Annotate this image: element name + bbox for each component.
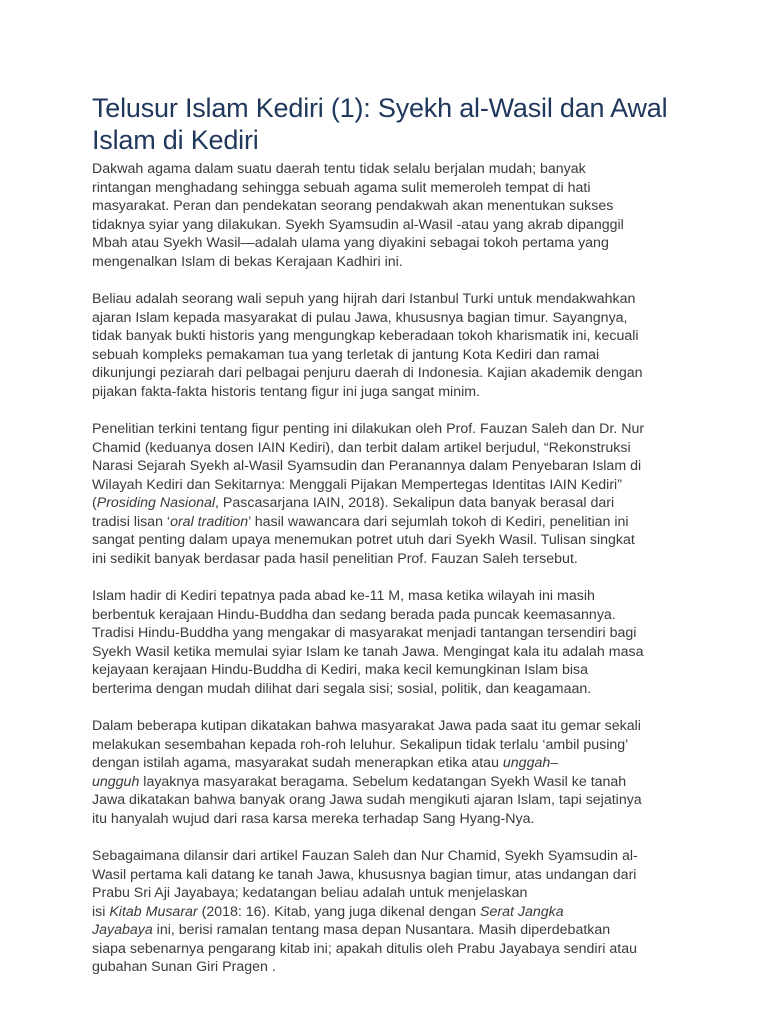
italic-text: unggah– <box>502 755 559 771</box>
text-run: Chamid (keduanya dosen IAIN Kediri), dan terbit dalam artikel berjudul, “Rekonstruksi <box>92 439 631 456</box>
text-run: Jawa dikatakan bahwa banyak orang Jawa sudah mengikuti ajaran Islam, tapi sejatinya <box>92 792 642 808</box>
text-line <box>92 253 692 272</box>
text-run: dengan istilah agama, masyarakat sudah menerapkan etika atau <box>92 755 503 771</box>
text-line <box>92 810 692 829</box>
text-run: mengenalkan Islam di bekas Kerajaan Kadhiri ini. <box>92 253 403 270</box>
text-line <box>92 643 692 662</box>
text-line <box>92 624 692 643</box>
text-line <box>92 234 692 253</box>
paragraph <box>92 587 692 698</box>
paragraph <box>92 847 692 977</box>
text-run: sebuah kompleks pemakaman tua yang terletak di jantung Kota Kediri dan ramai <box>92 346 600 363</box>
text-line <box>92 884 692 903</box>
text-run: Islam hadir di Kediri tepatnya pada abad ke-11 M, masa ketika wilayah ini masih <box>92 588 595 604</box>
text-run: ( <box>92 495 97 511</box>
text-run: Mbah atau Syekh Wasil—adalah ulama yang diyakini sebagai tokoh pertama yang <box>92 235 609 251</box>
text-run: rintangan menghadang sehingga sebuah agama sulit memeroleh tempat di hati <box>92 179 591 196</box>
paragraph <box>92 420 692 568</box>
text-run: berterima dengan mudah dilihat dari segala sisi; sosial, politik, dan keagamaan. <box>92 680 592 697</box>
text-line <box>92 903 692 922</box>
text-run: pijakan fakta-fakta historis tentang figur ini juga sangat minim. <box>92 383 480 400</box>
text-line <box>92 179 692 198</box>
text-run: Syekh Wasil ketika memulai syiar Islam ke tanah Jawa. Mengingat kala itu adalah masa <box>92 643 644 660</box>
text-line <box>92 290 692 309</box>
text-run: Tradisi Hindu-Buddha yang mengakar di masyarakat menjadi tantangan tersendiri bagi <box>92 625 637 641</box>
text-run: berbentuk kerajaan Hindu-Buddha dan sedang berada pada puncak keemasannya. <box>92 606 616 623</box>
text-line <box>92 773 692 792</box>
text-run: kejayaan kerajaan Hindu-Buddha di Kediri, maka kecil kemungkinan Islam bisa <box>92 662 589 678</box>
text-run: Penelitian terkini tentang figur penting ini dilakukan oleh Prof. Fauzan Saleh dan Dr. Nur <box>92 421 645 437</box>
text-line <box>92 661 692 680</box>
text-line <box>92 513 692 532</box>
text-line <box>92 457 692 476</box>
text-run: melakukan sesembahan kepada roh-roh leluhur. Sekalipun tidak terlalu ‘ambil pusing’ <box>92 736 629 753</box>
text-line <box>92 958 692 977</box>
text-line <box>92 754 692 773</box>
text-run: gubahan Sunan Giri Pragen . <box>92 959 276 975</box>
text-line <box>92 606 692 625</box>
text-line <box>92 587 692 606</box>
text-line <box>92 439 692 458</box>
text-line <box>92 160 692 179</box>
italic-text: Kitab Musarar <box>109 903 198 920</box>
text-run: tidaknya syiar yang dilakukan. Syekh Syamsudin al-Wasil -atau yang akrab dipanggil <box>92 216 624 233</box>
text-run: Dalam beberapa kutipan dikatakan bahwa masyarakat Jawa pada saat itu gemar sekali <box>92 718 641 734</box>
text-run: tradisi lisan ‘ <box>92 513 171 530</box>
text-line <box>92 383 692 402</box>
italic-text: oral tradition <box>170 513 249 530</box>
text-run: ajaran Islam kepada masyarakat di pulau Jawa, khususnya bagian timur. Sayangnya, <box>92 309 628 326</box>
text-line <box>92 309 692 328</box>
text-line <box>92 680 692 699</box>
text-run: itu hanyalah wujud dari rasa karsa mereka terhadap Sang Hyang-Nya. <box>92 810 535 827</box>
text-line <box>92 736 692 755</box>
text-run: masyarakat. Peran dan pendekatan seorang pendakwah akan menentukan sukses <box>92 198 614 214</box>
text-run: layaknya masyarakat beragama. Sebelum kedatangan Syekh Wasil ke tanah <box>139 773 627 790</box>
italic-text: Jayabaya <box>92 922 153 938</box>
text-run: Beliau adalah seorang wali sepuh yang hijrah dari Istanbul Turki untuk mendakwahkan <box>92 291 636 307</box>
text-line <box>92 531 692 550</box>
text-run: Wasil pertama kali datang ke tanah Jawa, khususnya bagian timur, atas undangan dari <box>92 866 637 883</box>
text-line <box>92 847 692 866</box>
text-run: isi <box>92 903 110 920</box>
text-run: dikunjungi peziarah dari pelbagai penjuru daerah di Indonesia. Kajian akademik dengan <box>92 365 643 381</box>
text-run: , Pascasarjana IAIN, 2018). Sekalipun data banyak berasal dari <box>215 495 615 511</box>
text-run: Dakwah agama dalam suatu daerah tentu tidak selalu berjalan mudah; banyak <box>92 161 586 177</box>
text-run: Wilayah Kediri dan Sekitarnya: Menggali Pijakan Mempertegas Identitas IAIN Kediri” <box>92 476 622 493</box>
text-line <box>92 364 692 383</box>
paragraph <box>92 290 692 401</box>
article-body <box>92 160 692 996</box>
text-line <box>92 717 692 736</box>
text-line <box>92 791 692 810</box>
text-run: Sebagaimana dilansir dari artikel Fauzan Saleh dan Nur Chamid, Syekh Syamsudin al- <box>92 848 638 864</box>
text-line <box>92 346 692 365</box>
text-run: siapa sebenarnya pengarang kitab ini; apakah ditulis oleh Prabu Jayabaya sendiri atau <box>92 940 638 957</box>
text-line <box>92 550 692 569</box>
text-line <box>92 476 692 495</box>
italic-text: Serat Jangka <box>480 903 564 920</box>
text-run: (2018: 16). Kitab, yang juga dikenal dengan <box>197 903 481 920</box>
text-line <box>92 216 692 235</box>
paragraph <box>92 717 692 828</box>
paragraph <box>92 160 692 271</box>
text-line <box>92 921 692 940</box>
text-line <box>92 327 692 346</box>
text-run: Narasi Sejarah Syekh al-Wasil Syamsudin dan Peranannya dalam Penyebaran Islam di <box>92 458 642 474</box>
text-run: sangat penting dalam upaya menemukan potret utuh dari Syekh Wasil. Tulisan singkat <box>92 532 635 548</box>
italic-text: Prosiding Nasional <box>96 495 216 511</box>
text-run: ini sedikit banyak berdasar pada hasil penelitian Prof. Fauzan Saleh tersebut. <box>92 550 578 567</box>
text-line <box>92 494 692 513</box>
text-line <box>92 197 692 216</box>
text-line <box>92 866 692 885</box>
text-line <box>92 940 692 959</box>
text-line <box>92 420 692 439</box>
italic-text: ungguh <box>92 773 140 790</box>
text-run: ini, berisi ramalan tentang masa depan Nusantara. Masih diperdebatkan <box>152 922 611 938</box>
text-run: ’ hasil wawancara dari sejumlah tokoh di Kediri, penelitian ini <box>248 513 629 530</box>
text-run: Prabu Sri Aji Jayabaya; kedatangan beliau adalah untuk menjelaskan <box>92 885 528 901</box>
article-title: Telusur Islam Kediri (1): Syekh al-Wasil dan Awal Islam di Kediri <box>92 93 668 155</box>
text-run: tidak banyak bukti historis yang mengungkap keberadaan tokoh kharismatik ini, kecuali <box>92 328 639 344</box>
